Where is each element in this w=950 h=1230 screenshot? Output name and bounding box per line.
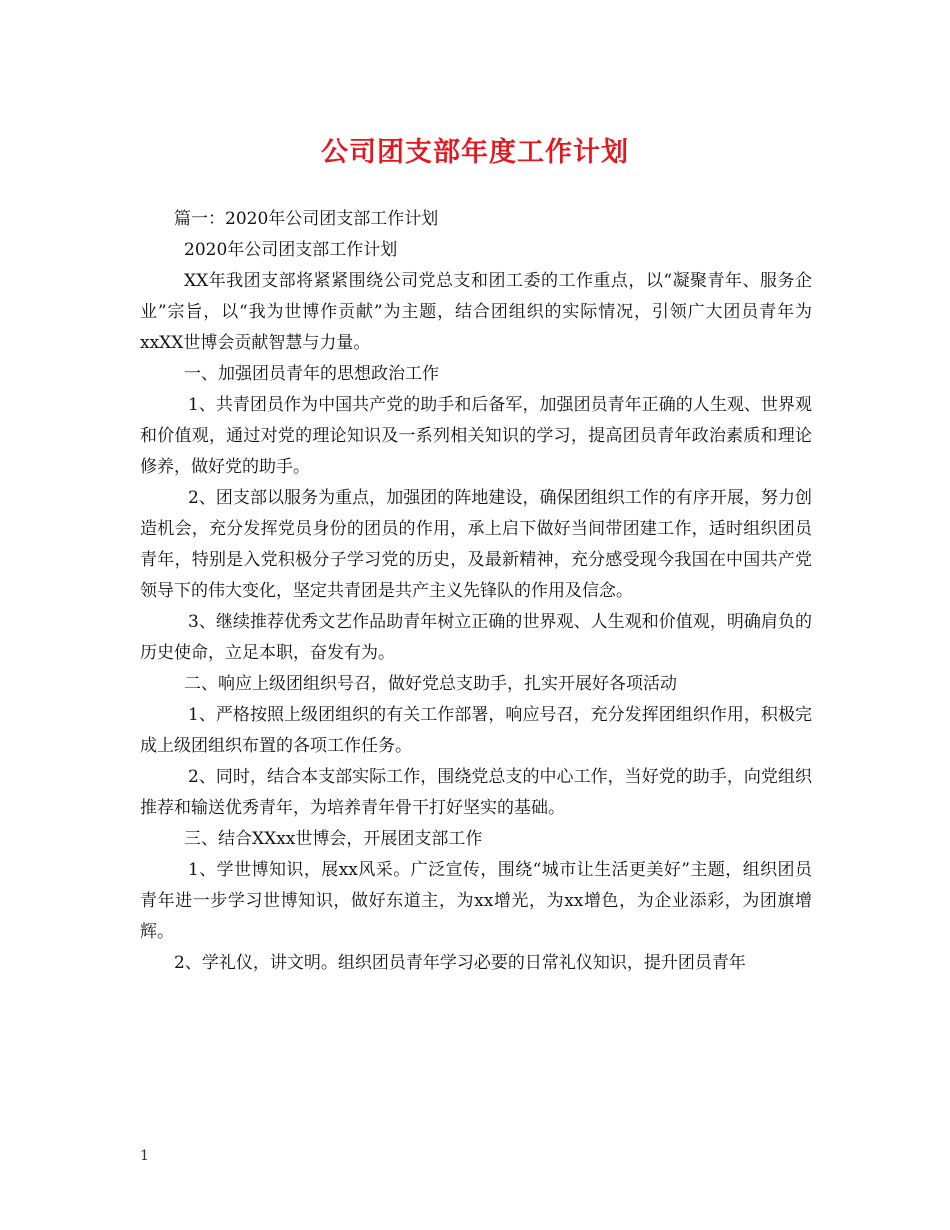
document-title: 公司团支部年度工作计划 bbox=[321, 137, 629, 168]
document-body bbox=[140, 204, 812, 979]
paragraph-heading-3: 三、结合XXxx世博会，开展团支部工作 bbox=[184, 829, 483, 849]
paragraph-section-heading: 篇一：2020年公司团支部工作计划 bbox=[174, 209, 439, 229]
page-number: 1 bbox=[140, 1148, 149, 1164]
paragraph-item: 1、共青团员作为中国共产党的助手和后备军，加强团员青年正确的人生观、世界观和价值观，通过对党的理论知识及一系列相关知识的学习，提高团员青年政治素质和理论修养，做好党的助手。 bbox=[140, 395, 812, 477]
paragraph-subtitle: 2020年公司团支部工作计划 bbox=[184, 240, 398, 260]
paragraph-heading-1: 一、加强团员青年的思想政治工作 bbox=[184, 364, 439, 384]
paragraph-item: 1、学世博知识，展xx风采。广泛宣传，围绕“城市让生活更美好”主题，组织团员青年进一步学习世博知识，做好东道主，为xx增光，为xx增色，为企业添彩，为团旗增辉。 bbox=[140, 860, 812, 942]
paragraph-heading-2: 二、响应上级团组织号召，做好党总支助手，扎实开展好各项活动 bbox=[184, 674, 677, 694]
paragraph-intro: XX年我团支部将紧紧围绕公司党总支和团工委的工作重点，以“凝聚青年、服务企业”宗旨，以“我为世博作贡献”为主题，结合团组织的实际情况，引领广大团员青年为xxXX世博会贡献智慧与力量。 bbox=[140, 271, 812, 353]
paragraph-item: 2、团支部以服务为重点，加强团的阵地建设，确保团组织工作的有序开展，努力创造机会，充分发挥党员身份的团员的作用，承上启下做好当间带团建工作，适时组织团员青年，特别是入党积极分子学习党的历史，及最新精神，充分感受现今我国在中国共产党领导下的伟大变化，坚定共青团是共产主义先锋队的作用及信念。 bbox=[140, 488, 812, 601]
paragraph-item: 2、学礼仪，讲文明。组织团员青年学习必要的日常礼仪知识，提升团员青年 bbox=[174, 953, 746, 973]
paragraph-item: 1、严格按照上级团组织的有关工作部署，响应号召，充分发挥团组织作用，积极完成上级团组织布置的各项工作任务。 bbox=[140, 705, 812, 756]
paragraph-item: 2、同时，结合本支部实际工作，围绕党总支的中心工作，当好党的助手，向党组织推荐和输送优秀青年，为培养青年骨干打好坚实的基础。 bbox=[140, 767, 812, 818]
paragraph-item: 3、继续推荐优秀文艺作品助青年树立正确的世界观、人生观和价值观，明确肩负的历史使命，立足本职，奋发有为。 bbox=[140, 612, 812, 663]
